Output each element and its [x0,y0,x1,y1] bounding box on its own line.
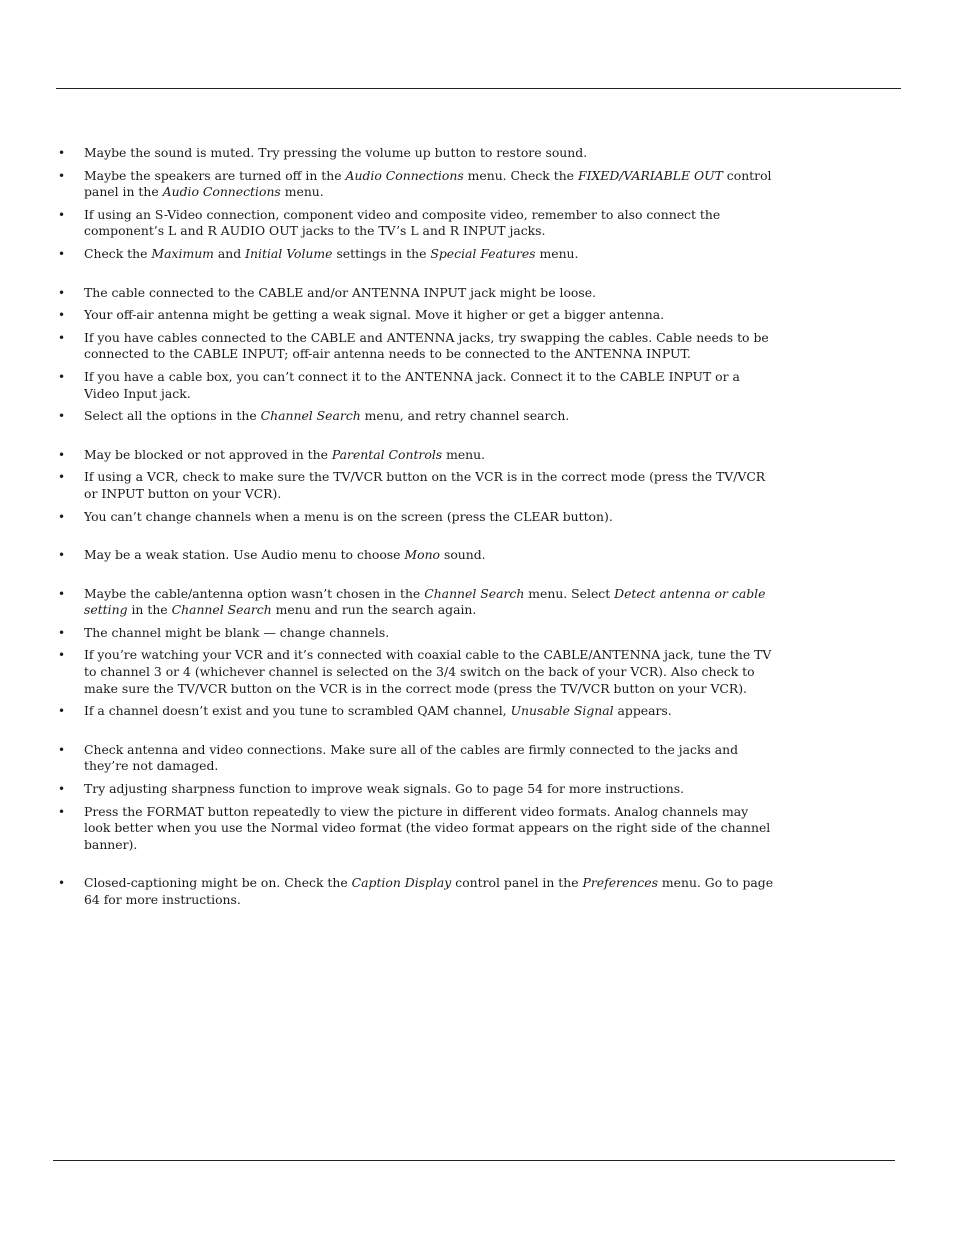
bullet-icon: • [58,246,66,261]
emphasized-text: FIXED/VARIABLE OUT [577,167,723,183]
emphasized-text: Unusable Signal [510,703,614,719]
bullet-item [56,207,776,240]
emphasized-text: Special Features [430,245,536,261]
emphasized-text: Caption Display [351,875,452,891]
item-text: menu. Go to page 64 for more instructions. [84,875,774,907]
bullet-icon: • [58,470,66,485]
item-text: If using a VCR, check to make sure the TV/VCR button on the VCR is in the correct mode (press the TV/VCR or INPUT button on your VCR). [84,469,766,501]
item-text: control panel in the [84,167,772,200]
troubleshooting-section [56,145,776,263]
troubleshooting-list [56,145,776,915]
troubleshooting-section [56,547,776,564]
bullet-icon: • [58,285,66,300]
emphasized-text: Preferences [582,875,658,891]
bullet-icon: • [58,207,66,222]
bullet-icon: • [58,548,66,563]
item-text: appears. [613,703,672,719]
bullet-icon: • [58,168,66,183]
emphasized-text: Parental Controls [331,446,443,462]
item-text: If you have cables connected to the CABLE and ANTENNA jacks, try swapping the cables. Cable needs to be connected to the CABLE INPUT; off-air antenna needs to be connected to the ANTENNA INPUT. [84,329,769,362]
item-text: menu and run the search again. [271,602,477,618]
item-text: Select all the options in the [84,408,261,424]
bullet-icon: • [58,509,66,524]
bullet-icon: • [58,782,66,797]
bullet-item [56,742,776,775]
bullet-icon: • [58,804,66,819]
item-text: menu. [280,184,324,200]
bullet-icon: • [58,742,66,757]
item-text: menu. [442,446,486,462]
header-rule [56,88,901,89]
item-text: May be a weak station. Use Audio menu to choose [84,547,405,563]
emphasized-text: Initial Volume [245,245,333,261]
bullet-icon: • [58,369,66,384]
bullet-icon: • [58,146,66,160]
emphasized-text: Channel Search [171,602,272,618]
bullet-item [56,509,776,526]
item-text: Check the [84,245,152,261]
bullet-item [56,703,776,720]
bullet-item [56,246,776,263]
bullet-item [56,307,776,324]
troubleshooting-section [56,285,776,425]
bullet-item [56,168,776,201]
item-text: menu. [535,245,579,261]
bullet-icon: • [58,625,66,640]
bullet-icon: • [58,409,66,424]
bullet-icon: • [58,876,66,891]
troubleshooting-section [56,586,776,720]
bullet-item [56,875,776,908]
bullet-item [56,647,776,697]
troubleshooting-section [56,742,776,854]
item-text: menu. Check the [463,167,578,183]
bullet-item [56,469,776,502]
item-text: If you’re watching your VCR and it’s connected with coaxial cable to the CABLE/ANTENNA jack, tune the TV to channel 3 or 4 (whichever channel is selected on the 3/4 switch on the back of your VCR). Also check to make sure the TV/VCR button on the VCR is in the correct mode (press the TV/VCR button on your VCR). [84,647,772,696]
item-text: Maybe the sound is muted. Try pressing the volume up button to restore sound. [84,145,588,160]
bullet-item [56,285,776,302]
bullet-item [56,781,776,798]
item-text: in the [127,602,172,618]
item-text: Maybe the cable/antenna option wasn’t chosen in the [84,585,425,601]
emphasized-text: Audio Connections [345,167,464,183]
troubleshooting-section [56,447,776,525]
item-text: settings in the [332,245,431,261]
bullet-item [56,447,776,464]
bullet-icon: • [58,648,66,663]
item-text: and [213,245,246,261]
bullet-item [56,586,776,619]
bullet-icon: • [58,586,66,601]
item-text: May be blocked or not approved in the [84,446,332,462]
bullet-icon: • [58,308,66,323]
item-text: control panel in the [451,875,583,891]
item-text: Check antenna and video connections. Make sure all of the cables are firmly connected to the jacks and they’re not damaged. [84,741,739,774]
item-text: Press the FORMAT button repeatedly to view the picture in different video formats. Analog channels may look better when you use the Normal video format (the video format appears on the right side of the channel banner). [84,803,771,852]
item-text: menu. Select [524,585,615,601]
item-text: sound. [440,547,486,563]
bullet-item [56,547,776,564]
item-text: Try adjusting sharpness function to improve weak signals. Go to page 54 for more instructions. [84,781,685,797]
bullet-item [56,625,776,642]
item-text: You can’t change channels when a menu is on the screen (press the CLEAR button). [84,508,613,524]
footer-rule [53,1160,895,1161]
item-text: If you have a cable box, you can’t connect it to the ANTENNA jack. Connect it to the CABLE INPUT or a Video Input jack. [84,368,740,401]
emphasized-text: Maximum [151,245,214,261]
emphasized-text: Channel Search [260,408,361,424]
item-text: Your off-air antenna might be getting a weak signal. Move it higher or get a bigger antenna. [84,307,665,323]
bullet-item [56,369,776,402]
bullet-item [56,145,776,162]
item-text: Closed-captioning might be on. Check the [84,875,352,891]
bullet-item [56,804,776,854]
emphasized-text: Channel Search [424,585,525,601]
emphasized-text: Audio Connections [162,184,281,200]
bullet-icon: • [58,447,66,462]
item-text: Maybe the speakers are turned off in the [84,167,346,183]
item-text: The cable connected to the CABLE and/or ANTENNA INPUT jack might be loose. [84,284,597,300]
bullet-item [56,408,776,425]
troubleshooting-section [56,875,776,908]
emphasized-text: Mono [404,547,441,563]
item-text: If a channel doesn’t exist and you tune to scrambled QAM channel, [84,703,511,719]
item-text: menu, and retry channel search. [360,408,570,424]
bullet-icon: • [58,704,66,719]
item-text: The channel might be blank — change channels. [84,624,390,640]
bullet-item [56,330,776,363]
bullet-icon: • [58,330,66,345]
item-text: If using an S-Video connection, component video and composite video, remember to also connect the component’s L and R AUDIO OUT jacks to the TV’s L and R INPUT jacks. [84,206,721,239]
emphasized-text: Detect antenna or cable setting [84,585,766,618]
